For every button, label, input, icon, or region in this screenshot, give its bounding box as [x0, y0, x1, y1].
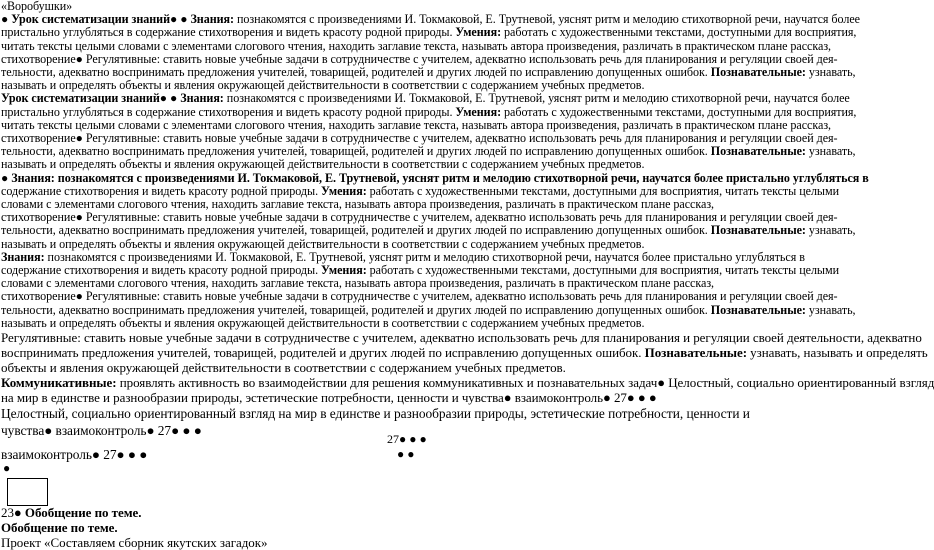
- block2-line2: [1, 104, 857, 119]
- heading-summary: Обобщение по теме.: [24, 505, 142, 520]
- label-skills: Умения:: [321, 263, 367, 278]
- block2-line6: называть и определять объекты и явления окружающей действительности в соответствии с содержанием учебных предметов.: [1, 157, 645, 172]
- block6-line1: [1, 375, 934, 391]
- label-cognitive: Познавательные:: [710, 65, 806, 80]
- text: проявлять активность во взаимодействии для решения коммуникативных и познавательных задач● Целостный, социально ориентированный взгляд: [116, 375, 934, 391]
- block1-line6: называть и определять объекты и явления окружающей действительности в соответствии с содержанием учебных предметов.: [1, 78, 645, 93]
- text: 23●: [1, 505, 25, 520]
- block5-line2: [1, 345, 928, 361]
- text: тельности, адекватно воспринимать предложения учителей, товарищей, родителей и других людей по исправлению допущенных ошибок.: [1, 302, 711, 317]
- text: тельности, адекватно воспринимать предложения учителей, товарищей, родителей и других людей по исправлению допущенных ошибок.: [1, 144, 711, 159]
- text: работать с художественными текстами, доступными для восприятия, читать тексты целыми: [366, 183, 840, 198]
- label-skills: Умения:: [455, 104, 502, 119]
- final-line1: [1, 505, 813, 520]
- text: познакомятся с произведениями И. Токмаковой, Е. Трутневой, уяснят ритм и мелодию стихотворной речи, научатся более: [234, 12, 860, 27]
- text: узнавать,: [805, 302, 856, 317]
- bullet: ●: [1, 170, 12, 185]
- block5-line3: объекты и явления окружающей действительности в соответствии с содержанием учебных предметов.: [1, 360, 566, 376]
- label-knowledge: Знания:: [1, 249, 45, 264]
- label-knowledge: Знания:: [190, 12, 235, 27]
- doc-title: «Воробушки»: [1, 0, 73, 13]
- text: познакомятся с произведениями И. Токмаковой, Е. Трутневой, уяснят ритм и мелодию стихотворной речи, научатся более: [223, 91, 850, 106]
- text: содержание стихотворения и видеть красоту родной природы.: [1, 183, 322, 198]
- label-skills: Умения:: [455, 25, 502, 40]
- label-knowledge: Знания:: [11, 170, 55, 185]
- text: тельности, адекватно воспринимать предложения учителей, товарищей, родителей и других людей по исправлению допущенных ошибок.: [1, 223, 711, 238]
- text: тельности, адекватно воспринимать предложения учителей, товарищей, родителей и других людей по исправлению допущенных ошибок.: [1, 65, 711, 80]
- document-body: [1, 0, 934, 467]
- label-cognitive: Познавательные:: [710, 302, 806, 317]
- text: пристально углубляться в содержание стихотворения и видеть красоту родной природы.: [1, 104, 456, 119]
- label-cognitive: Познавательные:: [710, 223, 806, 238]
- final-line3: Проект «Составляем сборник якутских загадок»: [1, 535, 268, 550]
- text: узнавать,: [805, 144, 856, 159]
- text: работать с художественными текстами, доступными для восприятия,: [501, 25, 857, 40]
- text: работать с художественными текстами, доступными для восприятия,: [501, 104, 857, 119]
- block1-line3: читать тексты целыми словами с элементами слогового чтения, находить заглавие текста, называть автора произведения, различать в практическом плане рассказ,: [1, 38, 832, 53]
- block4-line3: словами с элементами слогового чтения, находить заглавие текста, называть автора произведения, различать в практическом плане рассказ,: [1, 276, 715, 291]
- lone-bullet: ●: [3, 461, 11, 475]
- empty-frame-box: [7, 478, 48, 506]
- block6-line5: взаимоконтроль● 27● ● ●: [1, 447, 148, 463]
- block3-line6: называть и определять объекты и явления окружающей действительности в соответствии с содержанием учебных предметов.: [1, 236, 645, 251]
- text: узнавать,: [805, 65, 856, 80]
- block4-line5: [1, 302, 856, 317]
- center-page-mark: 27● ● ●: [387, 432, 427, 446]
- text: узнавать, называть и определять: [746, 345, 928, 361]
- block2-line3: читать тексты целыми словами с элементами слогового чтения, находить заглавие текста, называть автора произведения, различать в практическом плане рассказ,: [1, 117, 832, 132]
- text: познакомятся с произведениями И. Токмаковой, Е. Трутневой, уяснят ритм и мелодию стихотворной речи, научатся более пристально углубляться в: [54, 170, 869, 185]
- block3-line4: стихотворение● Регулятивные: ставить новые учебные задачи в сотрудничестве с учителем, адекватно использовать речь для планирования и регуляции своей дея-: [1, 210, 838, 225]
- block1-line2: [1, 25, 857, 40]
- lesson-label: Урок систематизации знаний● ●: [1, 91, 181, 106]
- label-knowledge: Знания:: [180, 91, 224, 106]
- text: содержание стихотворения и видеть красоту родной природы.: [1, 263, 322, 278]
- text: воспринимать предложения учителей, товарищей, родителей и других людей по исправлению допущенных ошибок.: [1, 345, 645, 361]
- center-dots: ● ●: [397, 447, 415, 461]
- text: узнавать,: [805, 223, 856, 238]
- block4-line6: называть и определять объекты и явления окружающей действительности в соответствии с содержанием учебных предметов.: [1, 315, 645, 330]
- label-cognitive: Познавательные:: [710, 144, 806, 159]
- heading-summary: Обобщение по теме.: [1, 520, 118, 535]
- block3-line5: [1, 223, 856, 238]
- text: познакомятся с произведениями И. Токмаковой, Е. Трутневой, уяснят ритм и мелодию стихотворной речи, научатся более пристально углубляться в: [44, 249, 805, 264]
- text: работать с художественными текстами, доступными для восприятия, читать тексты целыми: [366, 263, 840, 278]
- block5-line1: Регулятивные: ставить новые учебные задачи в сотрудничестве с учителем, адекватно использовать речь для планирования и регуляции своей деятельности, адекватно: [1, 330, 922, 346]
- final-line2: [1, 520, 813, 535]
- block6-line3: Целостный, социально ориентированный взгляд на мир в единстве и разнообразии природы, эстетические потребности, ценности и: [1, 406, 750, 422]
- text: пристально углубляться в содержание стихотворения и видеть красоту родной природы.: [1, 25, 456, 40]
- label-skills: Умения:: [321, 183, 367, 198]
- block1-line4: стихотворение● Регулятивные: ставить новые учебные задачи в сотрудничестве с учителем, адекватно использовать речь для планирования и регуляции своей дея-: [1, 51, 838, 66]
- block3-line3: словами с элементами слогового чтения, находить заглавие текста, называть автора произведения, различать в практическом плане рассказ,: [1, 197, 715, 212]
- block2-line4: стихотворение● Регулятивные: ставить новые учебные задачи в сотрудничестве с учителем, адекватно использовать речь для планирования и регуляции своей дея-: [1, 131, 838, 146]
- block4-line4: стихотворение● Регулятивные: ставить новые учебные задачи в сотрудничестве с учителем, адекватно использовать речь для планирования и регуляции своей дея-: [1, 289, 838, 304]
- block6-line2: на мир в единстве и разнообразии природы, эстетические потребности, ценности и чувства● взаимоконтроль● 27● ● ●: [1, 390, 657, 406]
- label-communicative: Коммуникативные:: [1, 375, 117, 391]
- label-cognitive: Познавательные:: [644, 345, 747, 361]
- bullet-text: ● Урок систематизации знаний● ●: [1, 12, 191, 27]
- final-section: [1, 505, 813, 550]
- block6-line4: чувства● взаимоконтроль● 27● ● ●: [1, 423, 202, 439]
